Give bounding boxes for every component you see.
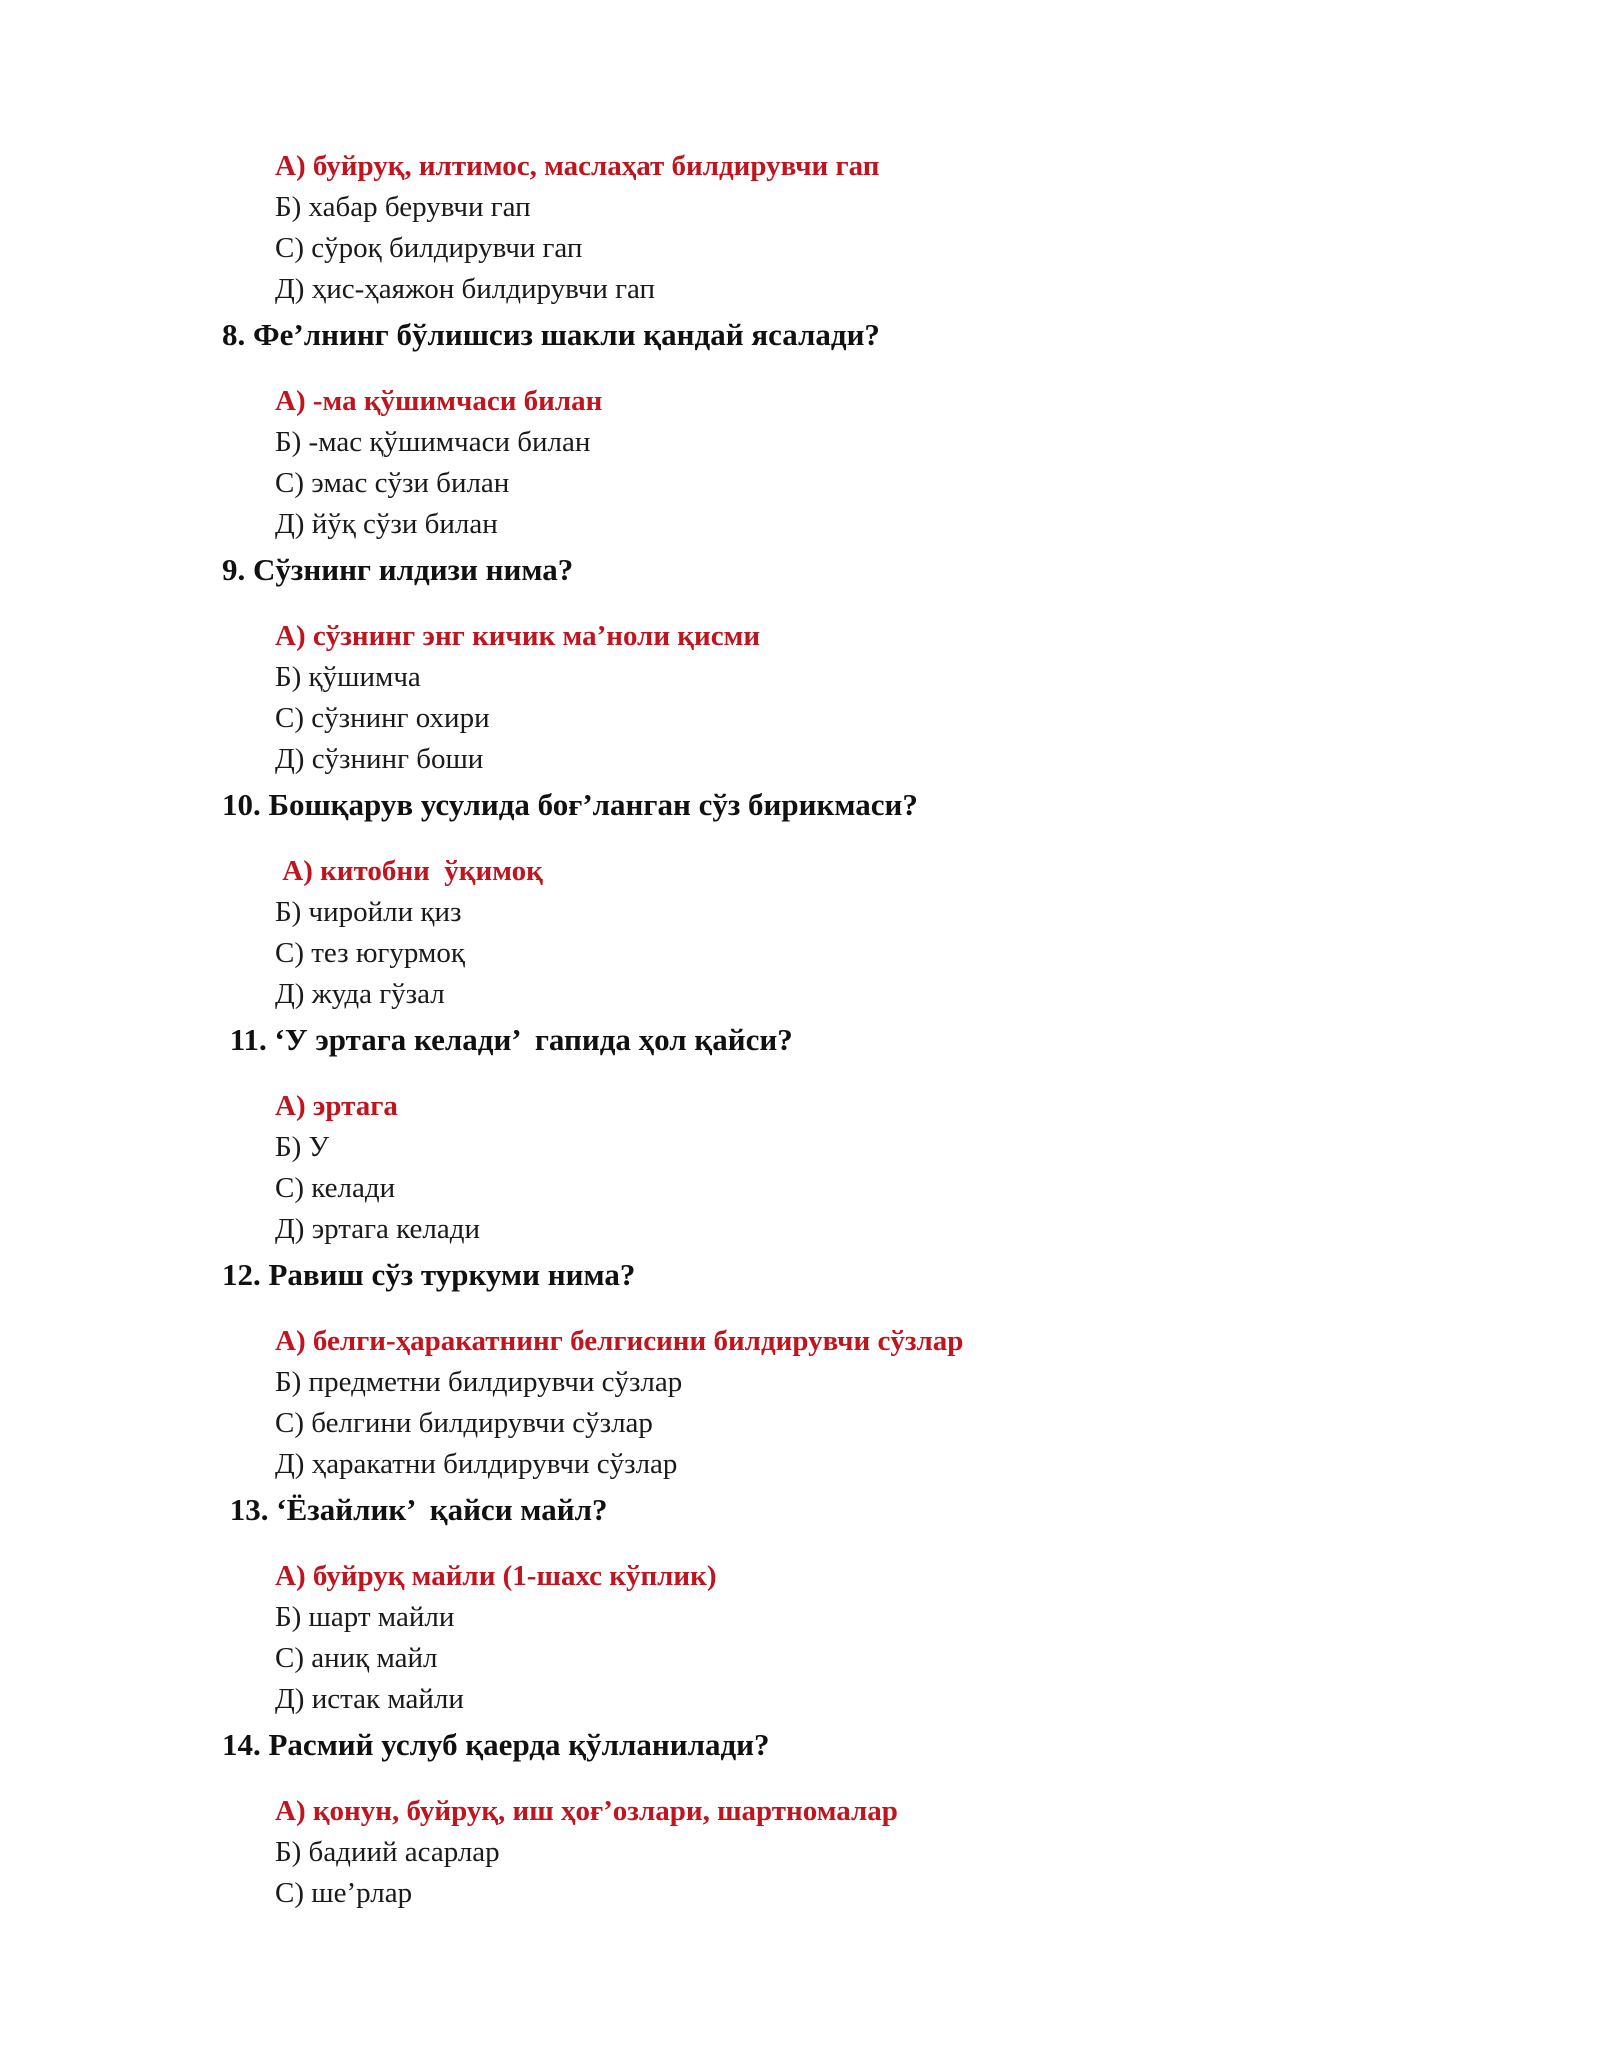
question-title: 14. Расмий услуб қаерда қўлланилади?	[222, 1727, 770, 1762]
option: С) эмас сўзи билан	[275, 467, 510, 499]
option-correct: А) буйруқ, илтимос, маслаҳат билдирувчи гап	[275, 150, 880, 182]
option: Б) хабар берувчи гап	[275, 191, 531, 223]
option: С) келади	[275, 1172, 396, 1204]
option: Б) қўшимча	[275, 661, 421, 693]
option: С) белгини билдирувчи сўзлар	[275, 1407, 653, 1439]
question-title: 11. ‘У эртага келади’ гапида ҳол қайси?	[222, 1022, 793, 1057]
option: Б) -мас қўшимчаси билан	[275, 426, 591, 458]
option: Д) сўзнинг боши	[275, 743, 484, 775]
option: Б) предметни билдирувчи сўзлар	[275, 1366, 683, 1398]
option: Д) ҳис-ҳаяжон билдирувчи гап	[275, 273, 656, 305]
option: С) сўзнинг охири	[275, 702, 490, 734]
option-correct: А) қонун, буйруқ, иш ҳоғ’озлари, шартномалар	[275, 1795, 898, 1827]
option-correct: А) китобни ўқимоқ	[275, 855, 543, 887]
option: С) сўроқ билдирувчи гап	[275, 232, 583, 264]
question-title: 10. Бошқарув усулида боғ’ланган сўз бирикмаси?	[222, 787, 918, 822]
option: Б) бадиий асарлар	[275, 1836, 500, 1868]
option-correct: А) сўзнинг энг кичик ма’ноли қисми	[275, 620, 761, 652]
option: Д) жуда гўзал	[275, 978, 445, 1010]
question-title: 9. Сўзнинг илдизи нима?	[222, 552, 574, 587]
option-correct: А) белги-ҳаракатнинг белгисини билдирувчи сўзлар	[275, 1325, 964, 1357]
option: Д) эртага келади	[275, 1213, 481, 1245]
option: С) ше’рлар	[275, 1877, 413, 1909]
question-title: 8. Фе’лнинг бўлишсиз шакли қандай ясалади?	[222, 317, 880, 352]
option: С) аниқ майл	[275, 1642, 438, 1674]
option: Б) чиройли қиз	[275, 896, 462, 928]
question-title: 13. ‘Ёзайлик’ қайси майл?	[222, 1492, 608, 1527]
option: Б) У	[275, 1131, 330, 1163]
question-title: 12. Равиш сўз туркуми нима?	[222, 1257, 636, 1292]
option: Д) йўқ сўзи билан	[275, 508, 498, 540]
option: Д) ҳаракатни билдирувчи сўзлар	[275, 1448, 678, 1480]
option: Б) шарт майли	[275, 1601, 455, 1633]
option-correct: А) эртага	[275, 1090, 398, 1122]
option: Д) истак майли	[275, 1683, 464, 1715]
option-correct: А) буйруқ майли (1-шахс кўплик)	[275, 1560, 717, 1592]
option-correct: А) -ма қўшимчаси билан	[275, 385, 603, 417]
option: С) тез югурмоқ	[275, 937, 465, 969]
